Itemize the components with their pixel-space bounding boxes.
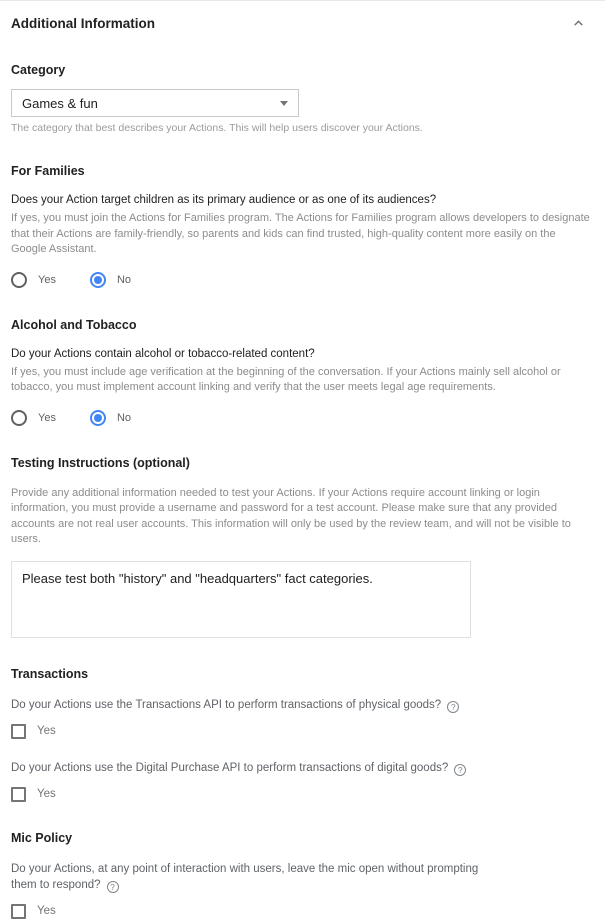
radio-selected-icon <box>90 272 106 288</box>
help-icon[interactable] <box>447 701 459 713</box>
mic-policy-question <box>11 861 495 893</box>
mic-policy-section <box>11 831 593 919</box>
category-select-value: Games & fun <box>22 95 98 111</box>
checkbox-unchecked-icon[interactable] <box>11 724 26 739</box>
transactions-digital-checkbox-row <box>11 787 593 802</box>
transactions-section <box>11 667 593 802</box>
mic-policy-checkbox-row <box>11 904 593 919</box>
transactions-physical-checkbox-row <box>11 724 593 739</box>
radio-unselected-icon <box>11 272 27 288</box>
for-families-heading: For Families <box>11 164 85 178</box>
checkbox-yes-label: Yes <box>37 725 56 737</box>
radio-unselected-icon <box>11 410 27 426</box>
category-select[interactable] <box>11 89 299 117</box>
checkbox-yes-label: Yes <box>37 788 56 800</box>
transactions-digital-question <box>11 760 593 776</box>
collapse-section-button[interactable] <box>570 15 587 32</box>
question-text: Do your Actions use the Transactions API to perform transactions of physical goods? <box>11 698 442 711</box>
alcohol-tobacco-radio-yes[interactable] <box>11 410 56 426</box>
alcohol-tobacco-section <box>11 318 593 426</box>
category-label: Category <box>11 63 66 77</box>
radio-yes-label: Yes <box>38 411 56 424</box>
question-text: Do your Actions, at any point of interaction with users, leave the mic open without prompting them to respond? <box>11 862 479 891</box>
alcohol-tobacco-heading: Alcohol and Tobacco <box>11 317 137 332</box>
for-families-radio-yes[interactable] <box>11 272 56 288</box>
category-helper-text: The category that best describes your Actions. This will help users discover your Actions. <box>11 122 423 134</box>
radio-no-label: No <box>116 411 132 424</box>
checkbox-unchecked-icon[interactable] <box>11 787 26 802</box>
testing-instructions-section <box>11 456 593 638</box>
panel-title: Additional Information <box>11 16 155 31</box>
panel-header <box>11 1 593 32</box>
for-families-helper-text: If yes, you must join the Actions for Families program. The Actions for Families program allows developers to designate that their Actions are family-friendly, so parents and kids can find trusted, high-quality content more easily on the Google Assistant. <box>11 212 590 255</box>
for-families-radio-group <box>11 272 593 288</box>
transactions-physical-question <box>11 697 593 713</box>
testing-instructions-helper-text: Provide any additional information needed to test your Actions. If your Actions require account linking or login information, you must provide a username and password for a test account. Please make sure that any provided accounts are not real user accounts. This information will only be used by the review team, and will not be visible to users. <box>11 486 571 545</box>
for-families-question: Does your Action target children as its primary audience or as one of its audiences? <box>11 194 437 206</box>
checkbox-unchecked-icon[interactable] <box>11 904 26 919</box>
for-families-radio-no[interactable] <box>90 272 131 288</box>
testing-instructions-input[interactable] <box>11 561 471 638</box>
transactions-heading: Transactions <box>11 666 89 681</box>
radio-selected-icon <box>90 410 106 426</box>
testing-instructions-heading: Testing Instructions (optional) <box>11 455 190 470</box>
for-families-section <box>11 164 593 288</box>
help-icon[interactable] <box>454 764 466 776</box>
radio-yes-label: Yes <box>38 273 56 286</box>
help-icon[interactable] <box>107 881 119 893</box>
radio-no-label: No <box>116 273 132 286</box>
alcohol-tobacco-radio-no[interactable] <box>90 410 131 426</box>
caret-down-icon <box>280 101 288 106</box>
question-text: Do your Actions use the Digital Purchase API to perform transactions of digital goods? <box>11 761 449 774</box>
alcohol-tobacco-helper-text: If yes, you must include age verification at the beginning of the conversation. If your Actions mainly sell alcohol or tobacco, you must implement account linking and verify that the user meets legal age requirements. <box>11 365 561 393</box>
alcohol-tobacco-radio-group <box>11 410 593 426</box>
checkbox-yes-label: Yes <box>37 905 56 917</box>
mic-policy-heading: Mic Policy <box>11 830 73 845</box>
alcohol-tobacco-question: Do your Actions contain alcohol or tobacco-related content? <box>11 347 315 360</box>
chevron-up-icon <box>572 17 585 30</box>
